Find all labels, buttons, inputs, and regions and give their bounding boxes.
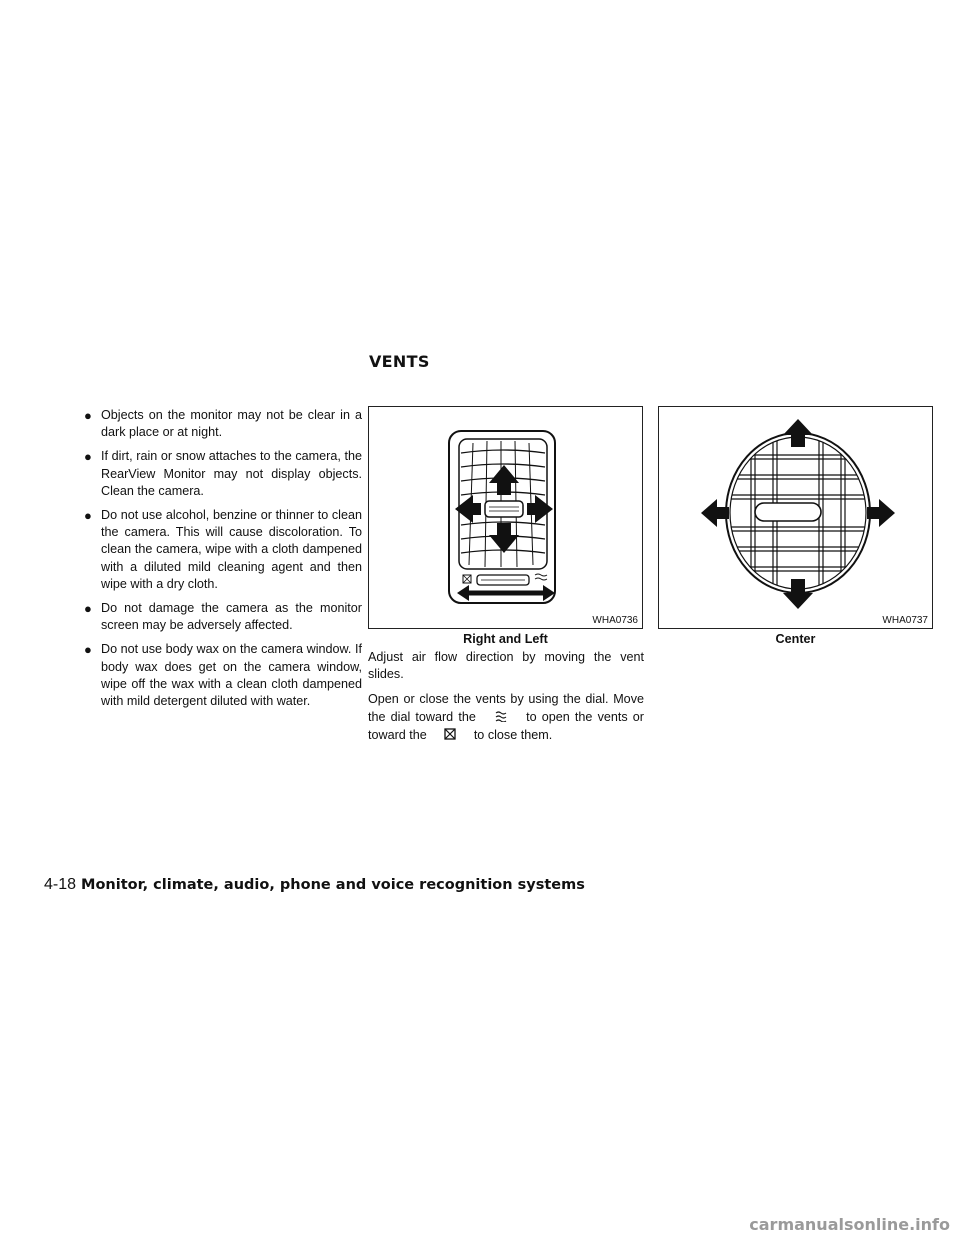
figure-code: WHA0737 <box>882 615 928 626</box>
page-number: 4-18 <box>44 876 77 893</box>
vent-paragraph-2: Open or close the vents by using the dial. Move the dial toward the to open the vents or toward the to close them. <box>368 691 644 745</box>
figure-caption-right-left: Right and Left <box>463 632 548 646</box>
closed-vent-icon <box>430 728 470 745</box>
bullet-icon: ● <box>84 408 92 423</box>
watermark: carmanualsonline.info <box>749 1215 950 1234</box>
bullet-icon: ● <box>84 508 92 524</box>
list-item: ● Do not damage the camera as the monitor screen may be adversely affected. <box>84 601 362 633</box>
list-item: ● Objects on the monitor may not be clear in a dark place or at night. <box>84 408 362 440</box>
center-vent-figure <box>658 406 933 629</box>
vent-instructions <box>368 649 644 753</box>
side-vent-figure <box>368 406 643 629</box>
figure-caption-center: Center <box>775 632 816 646</box>
bullet-icon: ● <box>84 642 92 658</box>
chapter-title: Monitor, climate, audio, phone and voice recognition systems <box>81 877 585 893</box>
bullet-icon: ● <box>84 601 92 617</box>
camera-notes-list <box>84 407 362 717</box>
figure-code: WHA0736 <box>592 615 638 626</box>
page-footer <box>44 876 585 894</box>
center-vent-illustration <box>659 407 932 628</box>
vent-paragraph-1: Adjust air flow direction by moving the vent slides. <box>368 650 644 682</box>
list-item: ● Do not use body wax on the camera window. If body wax does get on the camera window, wipe off the wax with a clean cloth dampened with mild detergent diluted with water. <box>84 642 362 709</box>
open-vent-icon <box>481 710 521 727</box>
bullet-icon: ● <box>84 449 92 465</box>
side-vent-illustration <box>369 407 642 628</box>
list-item: ● If dirt, rain or snow attaches to the camera, the RearView Monitor may not display objects. Clean the camera. <box>84 449 362 498</box>
list-item: ● Do not use alcohol, benzine or thinner to clean the camera. This will cause discoloration. To clean the camera, wipe with a cloth dampened with a diluted mild cleaning agent and then wipe with a dry cloth. <box>84 508 362 591</box>
section-title: VENTS <box>369 352 430 371</box>
